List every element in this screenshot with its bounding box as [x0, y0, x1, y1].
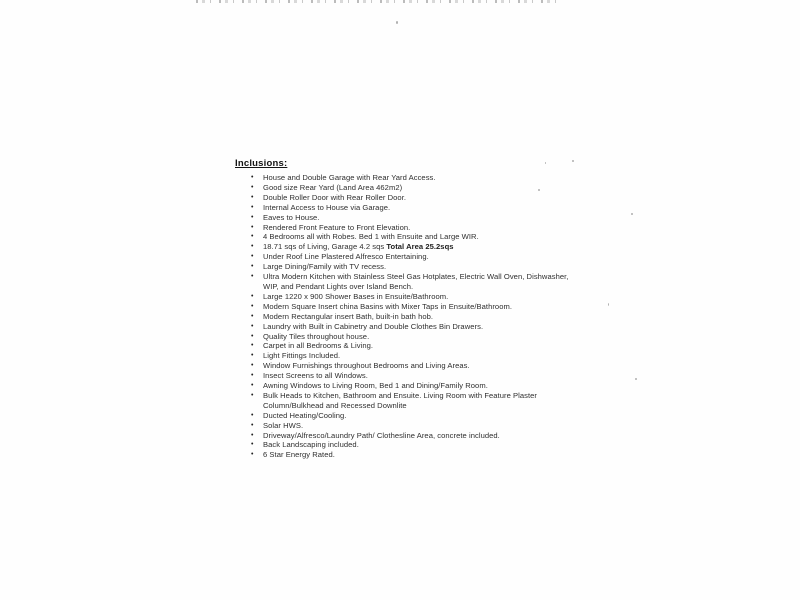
bullet-icon: • [251, 382, 254, 390]
scan-speck [631, 213, 633, 215]
list-item [235, 440, 585, 450]
list-item-text: Back Landscaping included. [263, 440, 359, 450]
list-item [235, 431, 585, 441]
list-item-text-normal: 18.71 sqs of Living, Garage 4.2 sqs [263, 242, 387, 252]
list-item-text: Internal Access to House via Garage. [263, 202, 391, 212]
list-item-text: Carpet in all Bedrooms & Living. [263, 341, 374, 351]
list-item-text: Awning Windows to Living Room, Bed 1 and Dining/Family Room. [263, 381, 488, 391]
list-item [235, 272, 585, 292]
bullet-icon: • [251, 263, 254, 271]
bullet-icon: • [251, 193, 254, 201]
list-item-text: 4 Bedrooms all with Robes. Bed 1 with Ensuite and Large WIR. [263, 232, 479, 242]
bullet-icon: • [251, 451, 254, 459]
list-item [235, 193, 585, 203]
bullet-icon: • [251, 203, 254, 211]
list-item [235, 203, 585, 213]
bullet-icon: • [251, 342, 254, 350]
list-item [235, 381, 585, 391]
list-item-text: Driveway/Alfresco/Laundry Path/ Clothesline Area, concrete included. [263, 430, 500, 440]
bullet-icon: • [251, 273, 254, 281]
cropped-scan-text-artifact [196, 0, 562, 3]
list-item [235, 450, 585, 460]
list-item [235, 183, 585, 193]
list-item [235, 312, 585, 322]
list-item [235, 351, 585, 361]
bullet-icon: • [251, 302, 254, 310]
bullet-icon: • [251, 372, 254, 380]
list-item [235, 242, 585, 252]
bullet-icon: • [251, 322, 254, 330]
list-item [235, 341, 585, 351]
inclusions-list [235, 173, 585, 460]
list-item-text: Double Roller Door with Rear Roller Door. [263, 192, 407, 202]
list-item [235, 332, 585, 342]
bullet-icon: • [251, 312, 254, 320]
scan-speck [608, 303, 609, 306]
bullet-icon: • [251, 362, 254, 370]
list-item [235, 173, 585, 183]
list-item-text: Quality Tiles throughout house. [263, 331, 370, 341]
list-item-text: Modern Rectangular insert Bath, built-in bath hob. [263, 311, 434, 321]
bullet-icon: • [251, 352, 254, 360]
list-item-text: Eaves to House. [263, 212, 320, 222]
scan-speck [396, 21, 398, 24]
bullet-icon: • [251, 441, 254, 449]
list-item [235, 213, 585, 223]
bullet-icon: • [251, 332, 254, 340]
list-item [235, 322, 585, 332]
bullet-icon: • [251, 391, 254, 399]
scan-speck [635, 378, 637, 380]
list-item [235, 391, 585, 411]
list-item-text-bold: Total Area 25.2sqs [386, 242, 454, 252]
list-item-text: Rendered Front Feature to Front Elevation. [263, 222, 411, 232]
bullet-icon: • [251, 233, 254, 241]
bullet-icon: • [251, 411, 254, 419]
list-item [235, 262, 585, 272]
list-item [235, 252, 585, 262]
list-item-text: Light Fittings Included. [263, 351, 341, 361]
list-item [235, 361, 585, 371]
bullet-icon: • [251, 174, 254, 181]
bullet-icon: • [251, 421, 254, 429]
list-item-text: Solar HWS. [263, 420, 304, 430]
list-item-text: Large 1220 x 900 Shower Bases in Ensuite/Bathroom. [263, 291, 449, 301]
list-item [235, 421, 585, 431]
inclusions-heading: Inclusions: [235, 158, 288, 169]
list-item-text: Modern Square Insert china Basins with Mixer Taps in Ensuite/Bathroom. [263, 301, 513, 311]
list-item-text: Under Roof Line Plastered Alfresco Entertaining. [263, 252, 429, 262]
list-item-text: Ultra Modern Kitchen with Stainless Steel Gas Hotplates, Electric Wall Oven, Dishwasher, WIP, and Pendant Lights over Island Bench. [263, 272, 569, 291]
list-item-text: Insect Screens to all Windows. [263, 371, 368, 381]
list-item [235, 371, 585, 381]
list-item-text: Large Dining/Family with TV recess. [263, 262, 387, 272]
list-item-text: 6 Star Energy Rated. [263, 450, 335, 460]
bullet-icon: • [251, 292, 254, 300]
list-item-text: Bulk Heads to Kitchen, Bathroom and Ensuite. Living Room with Feature Plaster Column/Bulkhead and Recessed Downlite [263, 390, 537, 410]
inclusions-section [235, 158, 585, 460]
list-item-text: Good size Rear Yard (Land Area 462m2) [263, 182, 403, 192]
bullet-icon: • [251, 183, 254, 191]
list-item-text: Laundry with Built in Cabinetry and Double Clothes Bin Drawers. [263, 321, 484, 331]
list-item-text: House and Double Garage with Rear Yard Access. [263, 173, 436, 182]
bullet-icon: • [251, 213, 254, 221]
list-item-text [263, 242, 585, 252]
list-item [235, 411, 585, 421]
list-item [235, 223, 585, 233]
list-item-text: Window Furnishings throughout Bedrooms and Living Areas. [263, 361, 470, 371]
list-item [235, 292, 585, 302]
bullet-icon: • [251, 253, 254, 261]
list-item [235, 302, 585, 312]
list-item-text: Ducted Heating/Cooling. [263, 410, 347, 420]
bullet-icon: • [251, 223, 254, 231]
list-item [235, 232, 585, 242]
bullet-icon: • [251, 243, 254, 251]
bullet-icon: • [251, 431, 254, 439]
